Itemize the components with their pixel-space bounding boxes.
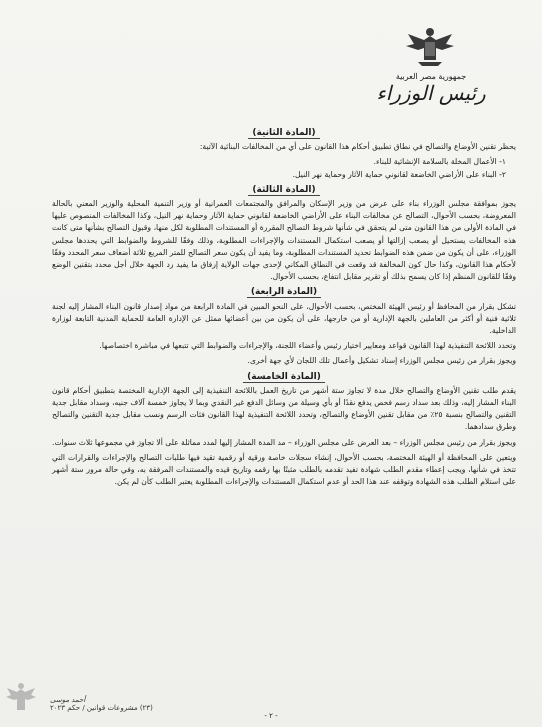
list-item: ١- الأعمال المخلة بالسلامة الإنشائية للبناء. <box>373 157 506 167</box>
article-title: (المادة الثانية) <box>52 127 516 139</box>
paragraph: ويجوز بقرار من رئيس مجلس الوزراء إسناد تشكيل وأعمال تلك اللجان لأي جهة أخرى. <box>247 356 516 366</box>
article-title: (المادة الرابعة) <box>52 286 516 298</box>
footer-reference <box>50 696 260 712</box>
paragraph: وتحدد اللائحة التنفيذية لهذا القانون قواعد ومعايير اختيار رئيس وأعضاء اللجنة، والإجراءات والضوابط التي تتبعها في مباشرة اختصاصها. <box>99 341 516 351</box>
article-title: (المادة الثالثة) <box>52 184 516 196</box>
faded-emblem-stamp-icon <box>4 680 38 718</box>
paragraph: يقدم طلب تقنين الأوضاع والتصالح خلال مدة لا تجاوز ستة أشهر من تاريخ العمل باللائحة التنفيذية إلى الجهة الإدارية المختصة بتطبيق أحكام قانون البناء المشار إليه، وذلك بعد سداد رسم فحص يدفع نقدًا أو بأي وسيلة من وسائل الدفع غير النقدي وبما لا يجاوز خمسة آلاف جنيه، وسداد مقابل جدية التقنين والتصالح بنسبة ٢٥٪ من مقابل تقنين الأوضاع والتصالح، وتحدد اللائحة التنفيذية لهذا القانون فئات الرسم ونسب مقابل جدية التقنين والتصالح وطرق سدادهما. <box>52 385 517 432</box>
document-body <box>52 124 516 491</box>
signature-text: أحمد موسى <box>50 696 86 704</box>
republic-label: جمهورية مصر العربية <box>395 72 467 81</box>
list-item: ٢- البناء على الأراضي الخاضعة لقانوني حماية الآثار وحماية نهر النيل. <box>292 169 506 179</box>
article-title: (المادة الخامسة) <box>52 371 516 383</box>
paragraph: يحظر تقنين الأوضاع والتصالح في نطاق تطبيق أحكام هذا القانون على أي من المخالفات البنائية الآتية: <box>199 142 516 152</box>
eagle-emblem-icon <box>404 26 456 68</box>
paragraph: ويجوز بقرار من رئيس مجلس الوزراء – بعد العرض على مجلس الوزراء – مد المدة المشار إليها لمدد مماثلة على ألا تجاوز في مجموعها ثلاث سنوات. <box>52 437 516 447</box>
office-header <box>356 72 506 105</box>
page-number: - ٢ - <box>264 712 278 720</box>
office-title: رئيس الوزراء <box>376 81 486 105</box>
paragraph: ويتعين على المحافظة أو الهيئة المختصة، بحسب الأحوال، إنشاء سجلات خاصة ورقية أو رقمية تقيد فيها طلبات التصالح والإجراءات والقرارات التي تتخذ في شأنها، ويجب إعطاء مقدم الطلب شهادة تفيد تقدمه بالطلب مثبتًا بها رقمه وتاريخ قيده والمستندات المرفقة به، وفي حالة مرور ستة أشهر على استلام الطلب هذه الشهادة وتوقفه عند هذا الحد أو عدم استكمال المستندات والإجراءات المطلوبة يعتبر الطلب كأن لم يكن. <box>52 452 516 487</box>
paragraph: تشكل بقرار من المحافظ أو رئيس الهيئة المختص، بحسب الأحوال، على النحو المبين في المادة الرابعة من مواد إصدار قانون البناء المشار إليه لجنة ثلاثية فنية أو أكثر من العاملين بالجهة الإدارية أو من خارجها، على أن يكون من بين أعضائها ممثل عن الإدارة العامة للحماية المدنية التابعة لوزارة الداخلية. <box>52 301 516 336</box>
reference-text: (٢٣) مشروعات قوانين / حكم ٢٠٢٣ <box>50 704 153 712</box>
paragraph: يجوز بموافقة مجلس الوزراء بناء على عرض من وزير الإسكان والمرافق والمجتمعات العمرانية أو وزير التنمية المحلية والوزير المعني بالحالة المعروضة، بحسب الأحوال، التصالح عن مخالفات البناء على الأراضي الخاضعة لقانوني حماية الآثار وحماية نهر النيل، وكذا المخالفات المنصوص عليها في المادة الأولى من هذا القانون متى لم يتحقق في شأنها شروط التصالح المقررة أو المستندات المطلوبة لكل منها، وقبول التصالح بشأنها متى كانت هذه المخالفات يستحيل أو يصعب إزالتها أو يصعب استكمال المستندات والإجراءات المطلوبة، وذلك وفقًا للشروط والضوابط التي يحددها مجلس الوزراء، على أن يكون من ضمن هذه الضوابط تحديد المستندات المطلوبة، وما يفيد أن يكون سعر التصالح للمتر المربع ثلاثة أضعاف سعر المحدد وفقًا لأحكام هذا القانون، وكذا حال كون المخالفة قد وقعت في النطاق المكاني لإحدى جهات الولاية إرفاق ما يفيد رد الجهة خلال أجل محدد بتقنين الوضع وفقًا للقانون المنظم إذا كان يسمح بذلك أو تقرير مقابل انتفاع، بحسب الأحوال. <box>52 199 516 282</box>
